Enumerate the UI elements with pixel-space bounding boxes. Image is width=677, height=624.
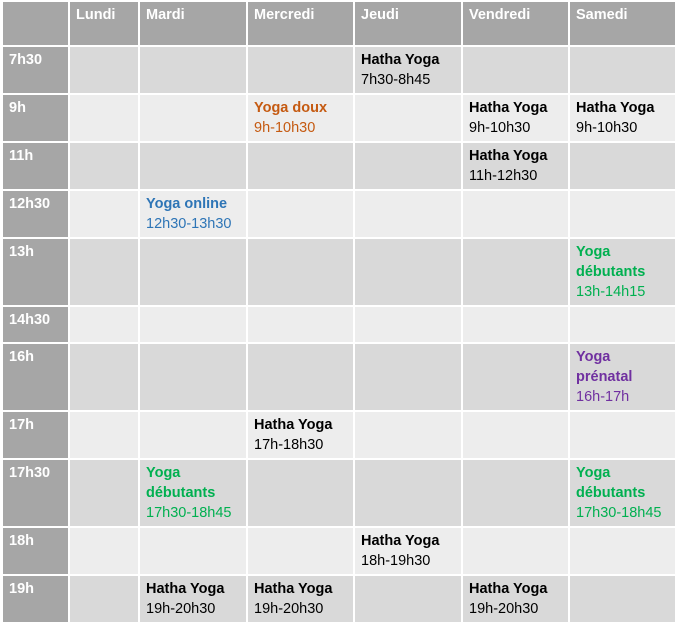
empty-cell	[569, 575, 676, 623]
class-cell	[354, 527, 462, 575]
corner-cell	[2, 1, 69, 46]
empty-cell	[569, 306, 676, 343]
time-label: 19h	[2, 575, 69, 623]
time-label: 17h30	[2, 459, 69, 527]
empty-cell	[139, 411, 247, 459]
day-header: Mercredi	[247, 1, 354, 46]
day-header: Mardi	[139, 1, 247, 46]
class-cell	[462, 94, 569, 142]
class-name: Hatha Yoga	[576, 100, 655, 116]
class-time: 9h-10h30	[254, 120, 316, 136]
class-time: 12h30-13h30	[146, 216, 232, 232]
empty-cell	[69, 46, 139, 94]
time-slot-row	[2, 459, 676, 527]
class-time: 9h-10h30	[576, 120, 638, 136]
class-name: Yoga débutants	[146, 465, 216, 501]
class-cell	[139, 190, 247, 238]
empty-cell	[69, 575, 139, 623]
empty-cell	[69, 527, 139, 575]
time-slot-row	[2, 575, 676, 623]
class-time: 19h-20h30	[469, 601, 539, 617]
empty-cell	[247, 459, 354, 527]
time-label: 17h	[2, 411, 69, 459]
time-label: 18h	[2, 527, 69, 575]
class-cell	[354, 46, 462, 94]
time-label: 13h	[2, 238, 69, 306]
empty-cell	[462, 306, 569, 343]
empty-cell	[139, 46, 247, 94]
empty-cell	[69, 94, 139, 142]
class-name: Hatha Yoga	[361, 533, 440, 549]
empty-cell	[354, 94, 462, 142]
class-name: Hatha Yoga	[361, 52, 440, 68]
class-time: 19h-20h30	[254, 601, 324, 617]
time-slot-row	[2, 238, 676, 306]
empty-cell	[69, 142, 139, 190]
time-slot-row	[2, 343, 676, 411]
class-cell	[247, 94, 354, 142]
empty-cell	[139, 343, 247, 411]
class-time: 7h30-8h45	[361, 72, 431, 88]
empty-cell	[247, 527, 354, 575]
empty-cell	[247, 190, 354, 238]
time-label: 11h	[2, 142, 69, 190]
empty-cell	[462, 343, 569, 411]
class-cell	[569, 459, 676, 527]
empty-cell	[247, 142, 354, 190]
yoga-schedule-table	[1, 0, 677, 624]
empty-cell	[69, 306, 139, 343]
time-label: 14h30	[2, 306, 69, 343]
schedule-body	[2, 46, 676, 623]
class-name: Yoga débutants	[576, 465, 646, 501]
time-slot-row	[2, 306, 676, 343]
empty-cell	[69, 190, 139, 238]
empty-cell	[354, 343, 462, 411]
empty-cell	[462, 238, 569, 306]
class-time: 18h-19h30	[361, 553, 431, 569]
empty-cell	[569, 411, 676, 459]
empty-cell	[354, 238, 462, 306]
empty-cell	[247, 238, 354, 306]
empty-cell	[569, 142, 676, 190]
empty-cell	[569, 527, 676, 575]
empty-cell	[354, 306, 462, 343]
time-slot-row	[2, 94, 676, 142]
empty-cell	[247, 306, 354, 343]
class-name: Yoga online	[146, 196, 228, 212]
class-time: 19h-20h30	[146, 601, 216, 617]
empty-cell	[69, 238, 139, 306]
day-header: Samedi	[569, 1, 676, 46]
empty-cell	[139, 238, 247, 306]
empty-cell	[139, 142, 247, 190]
empty-cell	[69, 343, 139, 411]
empty-cell	[354, 575, 462, 623]
empty-cell	[462, 411, 569, 459]
class-name: Hatha Yoga	[469, 100, 548, 116]
class-time: 17h-18h30	[254, 437, 324, 453]
class-time: 17h30-18h45	[146, 505, 232, 521]
empty-cell	[139, 94, 247, 142]
empty-cell	[569, 46, 676, 94]
empty-cell	[354, 142, 462, 190]
empty-cell	[139, 527, 247, 575]
empty-cell	[69, 459, 139, 527]
class-name: Hatha Yoga	[146, 581, 225, 597]
class-cell	[247, 411, 354, 459]
empty-cell	[354, 411, 462, 459]
empty-cell	[139, 306, 247, 343]
class-cell	[569, 94, 676, 142]
time-label: 7h30	[2, 46, 69, 94]
time-slot-row	[2, 527, 676, 575]
time-label: 9h	[2, 94, 69, 142]
empty-cell	[247, 343, 354, 411]
class-cell	[569, 343, 676, 411]
empty-cell	[462, 459, 569, 527]
class-name: Hatha Yoga	[254, 417, 333, 433]
class-name: Yoga prénatal	[576, 349, 633, 385]
class-cell	[139, 575, 247, 623]
empty-cell	[462, 190, 569, 238]
day-header: Jeudi	[354, 1, 462, 46]
time-slot-row	[2, 411, 676, 459]
class-time: 9h-10h30	[469, 120, 531, 136]
day-header: Lundi	[69, 1, 139, 46]
class-time: 11h-12h30	[469, 168, 538, 184]
empty-cell	[462, 46, 569, 94]
empty-cell	[462, 527, 569, 575]
header-row	[2, 1, 676, 46]
class-name: Yoga doux	[254, 100, 328, 116]
class-time: 17h30-18h45	[576, 505, 662, 521]
class-name: Yoga débutants	[576, 244, 646, 280]
empty-cell	[69, 411, 139, 459]
class-cell	[462, 142, 569, 190]
time-slot-row	[2, 142, 676, 190]
class-time: 13h-14h15	[576, 284, 646, 300]
class-cell	[139, 459, 247, 527]
empty-cell	[354, 459, 462, 527]
time-slot-row	[2, 190, 676, 238]
time-label: 16h	[2, 343, 69, 411]
class-name: Hatha Yoga	[469, 581, 548, 597]
class-name: Hatha Yoga	[254, 581, 333, 597]
class-cell	[247, 575, 354, 623]
class-name: Hatha Yoga	[469, 148, 548, 164]
day-header: Vendredi	[462, 1, 569, 46]
class-cell	[462, 575, 569, 623]
empty-cell	[354, 190, 462, 238]
empty-cell	[247, 46, 354, 94]
class-time: 16h-17h	[576, 389, 630, 405]
time-slot-row	[2, 46, 676, 94]
empty-cell	[569, 190, 676, 238]
class-cell	[569, 238, 676, 306]
time-label: 12h30	[2, 190, 69, 238]
